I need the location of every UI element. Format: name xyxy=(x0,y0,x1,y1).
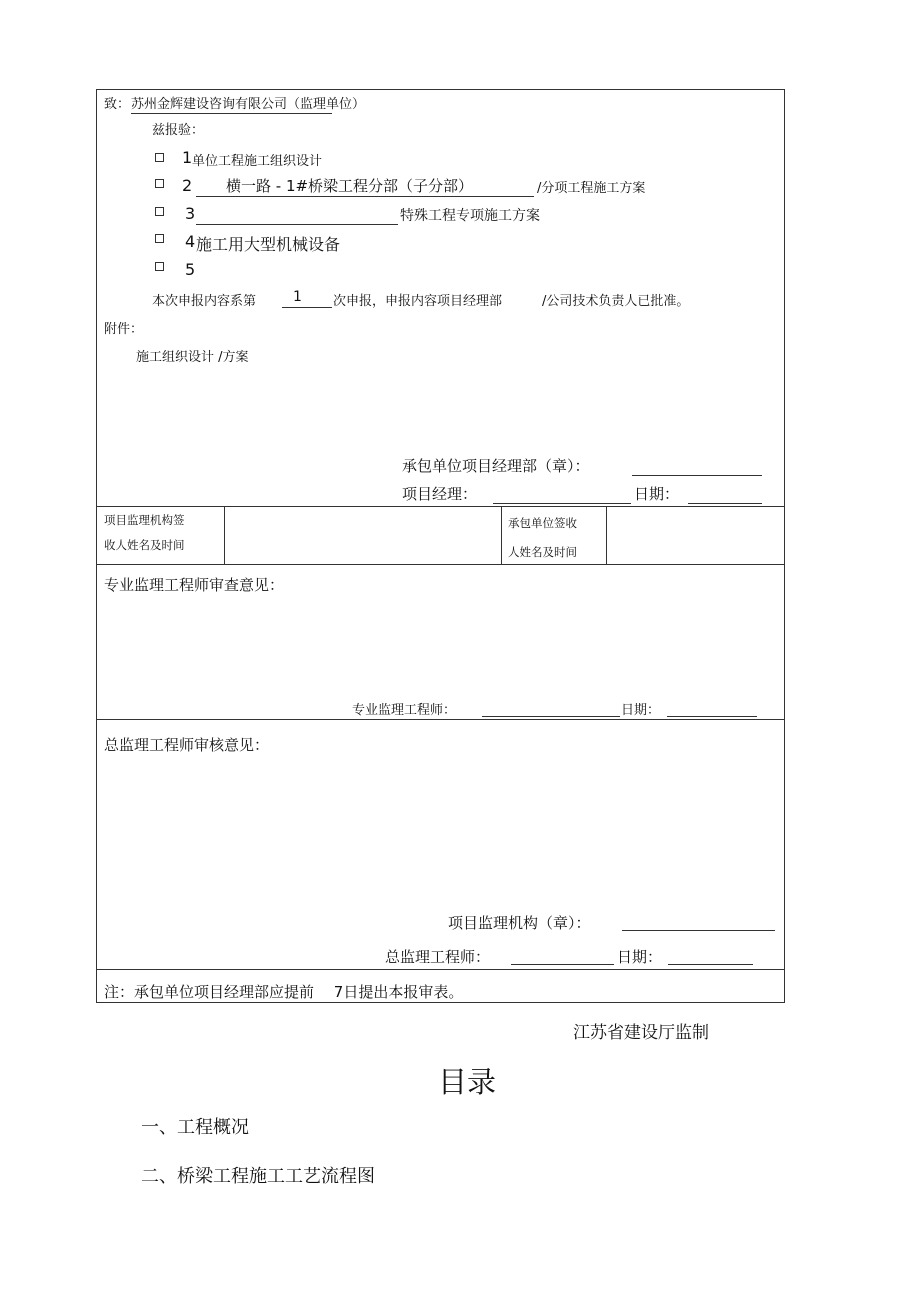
to-unit: 苏州金辉建设咨询有限公司（监理单位） xyxy=(131,97,366,112)
toc-title: 目录 xyxy=(438,1065,497,1099)
declaration-count-underline xyxy=(282,307,332,308)
item-3-checkbox[interactable] xyxy=(155,207,164,216)
pm-date-underline xyxy=(688,503,762,504)
specialist-engineer-label: 专业监理工程师： xyxy=(352,703,457,718)
specialist-date-underline xyxy=(667,716,757,717)
attachment-label: 附件： xyxy=(104,322,144,337)
submit-text: 兹报验： xyxy=(152,123,205,138)
item-3-number: 3 xyxy=(185,204,196,223)
chief-org-seal-label: 项目监理机构（章）： xyxy=(448,914,591,932)
declaration-middle: 次申报，申报内容项目经理部 xyxy=(333,294,503,309)
issuer-text: 江苏省建设厅监制 xyxy=(573,1023,709,1043)
declaration-count: 1 xyxy=(293,289,302,305)
specialist-date-label: 日期： xyxy=(621,703,661,718)
contractor-seal-label: 承包单位项目经理部（章）： xyxy=(402,457,590,475)
item-5-checkbox[interactable] xyxy=(155,262,164,271)
divider-chief-top xyxy=(96,719,785,720)
supervision-sign-cell[interactable] xyxy=(225,507,500,563)
specialist-engineer-underline xyxy=(482,716,620,717)
item-1-number: 1 xyxy=(182,148,193,167)
chief-engineer-label: 总监理工程师： xyxy=(385,948,491,966)
note-text: 注：承包单位项目经理部应提前 7日提出本报审表。 xyxy=(104,983,464,1001)
contractor-sign-cell[interactable] xyxy=(607,507,784,563)
item-3-underline xyxy=(196,224,398,225)
item-2-number: 2 xyxy=(182,176,193,195)
contractor-sign-label-line1: 承包单位签收 xyxy=(508,516,577,530)
item-3-text: 特殊工程专项施工方案 xyxy=(400,208,540,224)
chief-org-seal-underline xyxy=(622,930,775,931)
item-2-text: /分项工程施工方案 xyxy=(537,181,646,196)
item-1-text: 单位工程施工组织设计 xyxy=(192,154,323,169)
pm-date-label: 日期： xyxy=(634,485,680,503)
item-4-number: 4 xyxy=(185,232,196,251)
item-4-checkbox[interactable] xyxy=(155,234,164,243)
receipt-col-2 xyxy=(501,506,502,564)
chief-date-label: 日期： xyxy=(617,948,663,966)
item-5-number: 5 xyxy=(185,260,196,279)
toc-item-2[interactable]: 二、桥梁工程施工工艺流程图 xyxy=(141,1166,375,1187)
specialist-review-area[interactable] xyxy=(98,598,783,688)
supervision-sign-label-line1: 项目监理机构签 xyxy=(104,513,185,527)
chief-date-underline xyxy=(668,964,753,965)
pm-label: 项目经理： xyxy=(402,485,478,503)
item-4-text: 施工用大型机械设备 xyxy=(196,235,341,254)
item-2-fill-value: 横一路 - 1#桥梁工程分部（子分部） xyxy=(226,177,474,195)
to-prefix: 致： xyxy=(104,97,131,112)
chief-engineer-underline xyxy=(511,964,614,965)
divider-note-top xyxy=(96,969,785,970)
declaration-prefix: 本次申报内容系第 xyxy=(152,294,257,309)
item-2-underline xyxy=(196,196,534,197)
chief-review-area[interactable] xyxy=(98,758,783,898)
declaration-suffix: /公司技术负责人已批准。 xyxy=(542,294,690,309)
chief-review-title: 总监理工程师审核意见： xyxy=(104,736,270,754)
specialist-review-title: 专业监理工程师审查意见： xyxy=(104,576,285,594)
contractor-seal-underline xyxy=(632,475,762,476)
pm-signature-underline xyxy=(493,503,631,504)
supervision-sign-label-line2: 收人姓名及时间 xyxy=(104,538,185,552)
contractor-sign-label-line2: 人姓名及时间 xyxy=(508,545,577,559)
item-2-checkbox[interactable] xyxy=(155,179,164,188)
toc-item-1[interactable]: 一、工程概况 xyxy=(141,1117,249,1138)
item-1-checkbox[interactable] xyxy=(155,153,164,162)
to-unit-underline xyxy=(131,113,332,114)
divider-specialist-top xyxy=(96,564,785,565)
attachment-value: 施工组织设计 /方案 xyxy=(136,350,249,365)
